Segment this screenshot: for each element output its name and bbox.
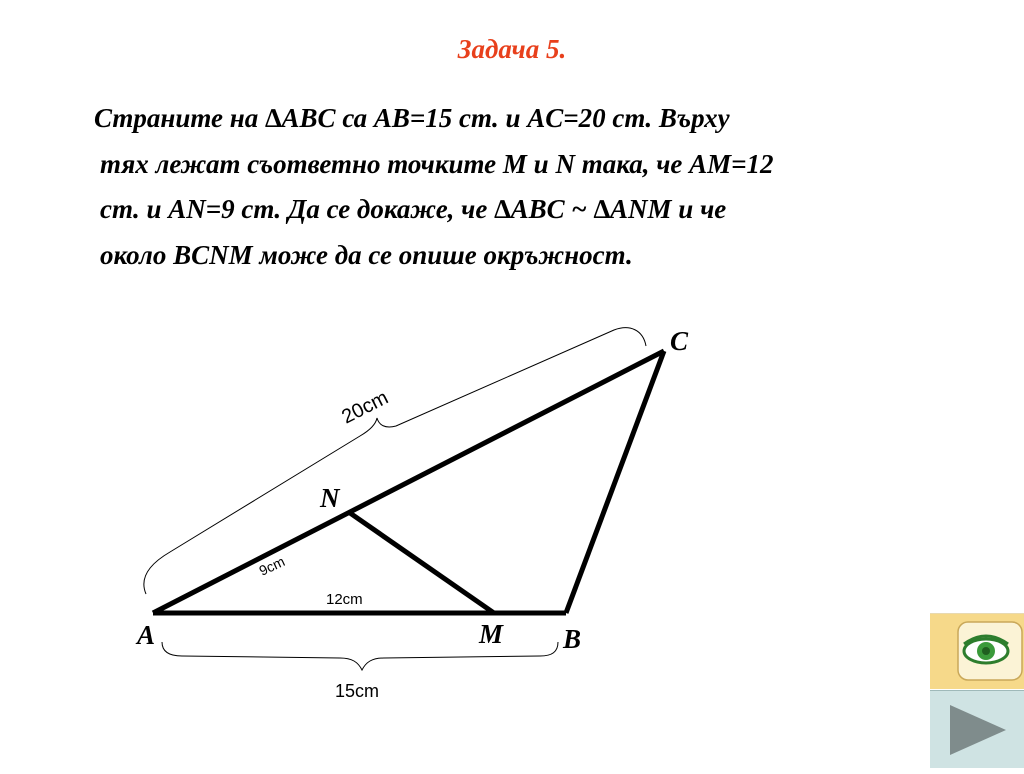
show-solution-button[interactable]	[930, 613, 1024, 689]
problem-line: cm. и AN=9 cm. Да се докаже, че ∆ABC ~ ∆ANM и че	[100, 194, 727, 224]
measure-ab-label: 15cm	[335, 681, 380, 701]
vertex-label-c: C	[670, 326, 689, 356]
measure-an-label: 9cm	[256, 553, 288, 579]
eye-icon	[930, 614, 1024, 690]
vertex-label-n: N	[320, 483, 340, 513]
vertex-label-m: M	[479, 619, 504, 649]
problem-line: тях лежат съответно точките M и N така, че AM=12	[100, 148, 774, 179]
vertex-label-a: A	[137, 620, 156, 650]
play-triangle-icon	[930, 691, 1024, 769]
measure-ac-label: 20cm	[338, 386, 392, 429]
side-ac	[153, 351, 664, 613]
task-title: Задача 5.	[457, 34, 567, 64]
brace-ac	[144, 328, 646, 594]
side-bc	[566, 351, 664, 613]
problem-line: около BCNM може да се опише окръжност.	[100, 239, 633, 270]
measure-am-label: 12cm	[326, 591, 363, 608]
segment-nm	[350, 513, 494, 613]
vertex-label-b: B	[563, 624, 582, 654]
next-slide-button[interactable]	[930, 690, 1024, 768]
problem-line: Страните на ∆ABC са AB=15 cm. и AC=20 cm. Върху	[94, 103, 730, 133]
